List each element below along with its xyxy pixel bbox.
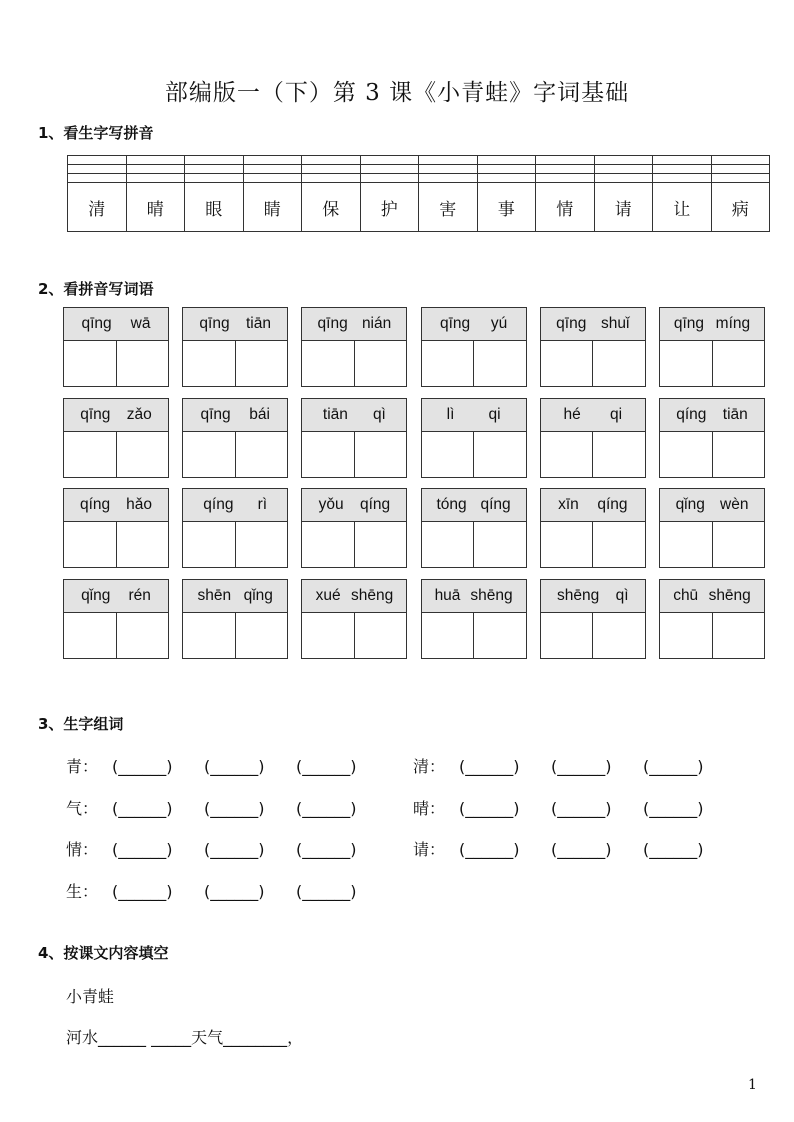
pinyin-word-box <box>659 307 765 387</box>
pinyin-write-cell[interactable] <box>185 165 244 174</box>
pinyin-syllable: tiān <box>322 405 348 423</box>
group-char: 清： <box>413 757 446 776</box>
char-write-cell[interactable] <box>593 432 645 477</box>
char-write-cell[interactable] <box>541 522 594 567</box>
pinyin-syllable: wā <box>130 315 151 332</box>
pinyin-label <box>183 489 287 522</box>
pinyin-syllable: hǎo <box>126 496 152 513</box>
char-write-cell[interactable] <box>541 432 594 477</box>
pinyin-word-box <box>182 488 288 568</box>
char-write-cell[interactable] <box>660 341 713 386</box>
pinyin-write-cell[interactable] <box>126 174 185 183</box>
pinyin-label <box>302 580 406 613</box>
pinyin-label <box>660 399 764 432</box>
word-group-row <box>66 837 388 860</box>
char-cell: 病 <box>711 183 770 232</box>
char-write-cell[interactable] <box>422 522 475 567</box>
pinyin-syllable: chū <box>673 586 699 604</box>
char-write-cell[interactable] <box>64 432 117 477</box>
pinyin-write-cell[interactable] <box>360 165 419 174</box>
char-write-cell[interactable] <box>183 613 236 658</box>
pinyin-syllable: qīng <box>80 405 111 423</box>
pinyin-write-cell[interactable] <box>302 165 361 174</box>
pinyin-label <box>183 580 287 613</box>
char-write-cell[interactable] <box>183 522 236 567</box>
pinyin-table <box>67 155 770 232</box>
pinyin-syllable: yǒu <box>318 496 344 513</box>
word-blank[interactable]: (______) <box>551 798 612 818</box>
pinyin-syllable: qīng <box>556 315 587 332</box>
char-cell: 眼 <box>185 183 244 232</box>
poem-title: 小青蛙 <box>66 987 115 1006</box>
pinyin-syllable: hé <box>563 405 581 423</box>
char-write-cell[interactable] <box>117 432 169 477</box>
word-blank[interactable]: (______) <box>296 798 357 818</box>
pinyin-label <box>64 308 168 341</box>
char-write-cell[interactable] <box>302 341 355 386</box>
pinyin-syllable: qì <box>615 586 629 604</box>
pinyin-syllable: qīng <box>199 315 230 332</box>
section1-heading: 1、看生字写拼音 <box>38 124 154 142</box>
pinyin-word-box <box>659 398 765 478</box>
char-write-cell[interactable] <box>593 613 645 658</box>
char-cell: 让 <box>653 183 712 232</box>
pinyin-write-cell[interactable] <box>243 174 302 183</box>
pinyin-label <box>541 399 645 432</box>
pinyin-syllable: qíng <box>597 496 628 513</box>
word-blank[interactable]: (______) <box>204 840 265 859</box>
pinyin-syllable: qi <box>488 405 501 423</box>
pinyin-label <box>422 308 526 341</box>
word-group-row <box>413 754 735 777</box>
pinyin-label <box>660 580 764 613</box>
pinyin-syllable: huā <box>434 586 461 604</box>
char-write-cell[interactable] <box>355 341 407 386</box>
word-group-row <box>66 796 388 819</box>
section3-heading: 3、生字组词 <box>38 715 124 733</box>
pinyin-word-box <box>421 307 527 387</box>
pinyin-label <box>183 308 287 341</box>
pinyin-syllable: qīng <box>439 315 471 332</box>
pinyin-syllable: qíng <box>360 496 391 513</box>
pinyin-write-cell[interactable] <box>68 174 127 183</box>
pinyin-word-box <box>182 398 288 478</box>
pinyin-line-row <box>68 174 770 183</box>
char-write-cell[interactable] <box>302 522 355 567</box>
char-write-cell[interactable] <box>302 432 355 477</box>
char-write-cell[interactable] <box>713 522 765 567</box>
group-char: 气： <box>66 798 99 818</box>
pinyin-syllable: qīng <box>81 315 112 332</box>
char-write-cell[interactable] <box>355 432 407 477</box>
group-char: 晴： <box>413 798 446 818</box>
pinyin-word-box <box>301 398 407 478</box>
char-write-cell[interactable] <box>713 432 765 477</box>
pinyin-word-box <box>659 488 765 568</box>
pinyin-label <box>302 308 406 341</box>
word-blank[interactable]: (______) <box>112 757 173 776</box>
pinyin-word-box <box>540 488 646 568</box>
pinyin-write-cell[interactable] <box>68 156 127 165</box>
pinyin-write-cell[interactable] <box>360 174 419 183</box>
char-write-cell[interactable] <box>117 341 169 386</box>
page-number: 1 <box>748 1077 757 1093</box>
pinyin-syllable: qíng <box>79 496 111 513</box>
pinyin-syllable: zǎo <box>126 405 152 423</box>
char-cell: 害 <box>419 183 478 232</box>
pinyin-word-box <box>63 488 169 568</box>
pinyin-label <box>64 580 168 613</box>
word-blank[interactable]: (______) <box>643 840 704 859</box>
char-write-cell[interactable] <box>474 522 526 567</box>
group-char: 青： <box>66 757 99 776</box>
word-blank[interactable]: (______) <box>643 757 704 776</box>
word-group-row <box>66 754 388 777</box>
pinyin-word-box <box>659 579 765 659</box>
pinyin-write-cell[interactable] <box>594 165 653 174</box>
pinyin-syllable: tiān <box>722 405 748 423</box>
char-cell: 事 <box>477 183 536 232</box>
char-cell: 请 <box>594 183 653 232</box>
word-blank[interactable]: (______) <box>551 840 612 859</box>
pinyin-syllable: xué <box>315 586 341 604</box>
word-blank[interactable]: (______) <box>204 881 265 901</box>
word-blank[interactable]: (______) <box>204 757 265 776</box>
word-blank[interactable]: (______) <box>296 881 357 901</box>
pinyin-word-box <box>540 579 646 659</box>
char-row <box>68 183 770 232</box>
char-write-cell[interactable] <box>474 613 526 658</box>
pinyin-label <box>541 580 645 613</box>
word-group-row <box>413 796 735 819</box>
pinyin-word-box <box>301 307 407 387</box>
section2-heading: 2、看拼音写词语 <box>38 280 154 298</box>
char-write-cell[interactable] <box>713 341 765 386</box>
char-write-cell[interactable] <box>474 432 526 477</box>
pinyin-write-cell[interactable] <box>711 156 770 165</box>
group-char: 情： <box>66 840 99 859</box>
pinyin-word-box <box>421 488 527 568</box>
group-char: 请： <box>413 840 446 859</box>
pinyin-write-cell[interactable] <box>302 174 361 183</box>
pinyin-write-cell[interactable] <box>419 174 478 183</box>
pinyin-syllable: shēn <box>197 586 232 604</box>
char-write-cell[interactable] <box>183 341 236 386</box>
pinyin-label <box>541 489 645 522</box>
pinyin-word-box <box>421 579 527 659</box>
pinyin-syllable: wèn <box>720 496 749 513</box>
char-cell: 情 <box>536 183 595 232</box>
pinyin-write-cell[interactable] <box>536 156 595 165</box>
pinyin-write-cell[interactable] <box>68 165 127 174</box>
pinyin-write-cell[interactable] <box>711 174 770 183</box>
pinyin-write-cell[interactable] <box>653 174 712 183</box>
pinyin-syllable: qīng <box>200 405 231 423</box>
word-blank[interactable]: (______) <box>112 881 173 901</box>
pinyin-write-cell[interactable] <box>243 156 302 165</box>
fill-blank-line: 河水______ _____天气________， <box>66 1028 304 1047</box>
pinyin-syllable: shēng <box>708 586 751 604</box>
pinyin-word-box <box>182 307 288 387</box>
pinyin-write-cell[interactable] <box>477 165 536 174</box>
pinyin-word-box <box>540 398 646 478</box>
pinyin-label <box>422 580 526 613</box>
pinyin-syllable: bái <box>249 405 270 423</box>
pinyin-write-cell[interactable] <box>477 156 536 165</box>
char-write-cell[interactable] <box>422 432 475 477</box>
pinyin-syllable: rì <box>257 496 268 513</box>
pinyin-syllable: rén <box>128 586 151 604</box>
pinyin-write-cell[interactable] <box>185 156 244 165</box>
char-write-cell[interactable] <box>422 341 475 386</box>
pinyin-word-box <box>63 579 169 659</box>
pinyin-write-cell[interactable] <box>711 165 770 174</box>
pinyin-write-cell[interactable] <box>360 156 419 165</box>
pinyin-syllable: shēng <box>470 586 513 604</box>
pinyin-write-cell[interactable] <box>185 174 244 183</box>
char-write-cell[interactable] <box>355 522 407 567</box>
word-group-row <box>413 837 735 860</box>
pinyin-write-cell[interactable] <box>477 174 536 183</box>
pinyin-syllable: shēng <box>557 586 600 604</box>
char-write-cell[interactable] <box>117 522 169 567</box>
char-write-cell[interactable] <box>64 613 117 658</box>
pinyin-label <box>302 399 406 432</box>
word-blank[interactable]: (______) <box>459 757 520 776</box>
pinyin-label <box>660 489 764 522</box>
pinyin-syllable: qíng <box>676 405 707 423</box>
char-write-cell[interactable] <box>660 432 713 477</box>
pinyin-line-row <box>68 156 770 165</box>
word-blank[interactable]: (______) <box>112 840 173 859</box>
word-blank[interactable]: (______) <box>459 840 520 859</box>
pinyin-syllable: nián <box>361 315 392 332</box>
char-write-cell[interactable] <box>302 613 355 658</box>
pinyin-write-cell[interactable] <box>419 165 478 174</box>
char-write-cell[interactable] <box>236 522 288 567</box>
pinyin-write-cell[interactable] <box>594 174 653 183</box>
pinyin-word-box <box>63 398 169 478</box>
pinyin-syllable: qíng <box>480 496 511 513</box>
char-write-cell[interactable] <box>64 522 117 567</box>
char-write-cell[interactable] <box>541 341 594 386</box>
pinyin-syllable: shēng <box>350 586 394 604</box>
pinyin-write-cell[interactable] <box>594 156 653 165</box>
char-write-cell[interactable] <box>713 613 765 658</box>
char-write-cell[interactable] <box>593 341 645 386</box>
pinyin-write-cell[interactable] <box>126 156 185 165</box>
word-blank[interactable]: (______) <box>296 840 357 859</box>
pinyin-label <box>64 489 168 522</box>
word-blank[interactable]: (______) <box>204 798 265 818</box>
pinyin-write-cell[interactable] <box>302 156 361 165</box>
char-write-cell[interactable] <box>117 613 169 658</box>
pinyin-write-cell[interactable] <box>126 165 185 174</box>
pinyin-write-cell[interactable] <box>419 156 478 165</box>
char-write-cell[interactable] <box>660 522 713 567</box>
pinyin-syllable: qīng <box>673 315 704 332</box>
pinyin-label <box>422 489 526 522</box>
pinyin-word-box <box>421 398 527 478</box>
pinyin-label <box>183 399 287 432</box>
pinyin-word-box <box>301 579 407 659</box>
char-write-cell[interactable] <box>660 613 713 658</box>
pinyin-write-cell[interactable] <box>536 174 595 183</box>
char-cell: 保 <box>302 183 361 232</box>
char-write-cell[interactable] <box>236 341 288 386</box>
pinyin-syllable: xīn <box>558 496 579 513</box>
pinyin-syllable: qì <box>372 405 386 423</box>
pinyin-write-cell[interactable] <box>536 165 595 174</box>
pinyin-write-cell[interactable] <box>653 156 712 165</box>
char-write-cell[interactable] <box>422 613 475 658</box>
word-group-row <box>66 879 388 902</box>
char-write-cell[interactable] <box>236 432 288 477</box>
pinyin-syllable: qīng <box>317 315 348 332</box>
char-cell: 清 <box>68 183 127 232</box>
pinyin-write-cell[interactable] <box>243 165 302 174</box>
char-write-cell[interactable] <box>541 613 594 658</box>
char-write-cell[interactable] <box>236 613 288 658</box>
pinyin-syllable: qǐng <box>81 586 111 604</box>
section4-heading: 4、按课文内容填空 <box>38 944 169 962</box>
char-write-cell[interactable] <box>64 341 117 386</box>
pinyin-syllable: qǐng <box>243 586 273 604</box>
pinyin-syllable: míng <box>715 315 751 332</box>
word-blank[interactable]: (______) <box>459 798 520 818</box>
pinyin-syllable: qi <box>610 405 623 423</box>
pinyin-syllable: qǐng <box>675 496 705 513</box>
pinyin-label <box>302 489 406 522</box>
word-blank[interactable]: (______) <box>296 757 357 776</box>
pinyin-word-box <box>301 488 407 568</box>
char-write-cell[interactable] <box>183 432 236 477</box>
pinyin-line-row <box>68 165 770 174</box>
pinyin-word-box <box>63 307 169 387</box>
char-cell: 睛 <box>243 183 302 232</box>
word-blank[interactable]: (______) <box>112 798 173 818</box>
pinyin-word-box <box>540 307 646 387</box>
pinyin-syllable: qíng <box>203 496 234 513</box>
char-write-cell[interactable] <box>474 341 526 386</box>
pinyin-syllable: yú <box>490 315 508 332</box>
pinyin-word-box <box>182 579 288 659</box>
pinyin-syllable: shuǐ <box>601 315 630 332</box>
char-write-cell[interactable] <box>593 522 645 567</box>
page-title: 部编版一（下）第 3 课《小青蛙》字词基础 <box>164 80 630 106</box>
pinyin-label <box>541 308 645 341</box>
group-char: 生： <box>66 881 99 901</box>
char-write-cell[interactable] <box>355 613 407 658</box>
word-blank[interactable]: (______) <box>643 798 704 818</box>
pinyin-syllable: tiān <box>245 315 271 332</box>
pinyin-syllable: tóng <box>436 496 467 513</box>
pinyin-label <box>64 399 168 432</box>
char-cell: 晴 <box>126 183 185 232</box>
pinyin-write-cell[interactable] <box>653 165 712 174</box>
pinyin-label <box>422 399 526 432</box>
char-cell: 护 <box>360 183 419 232</box>
word-blank[interactable]: (______) <box>551 757 612 776</box>
pinyin-syllable: lì <box>446 405 455 423</box>
pinyin-label <box>660 308 764 341</box>
